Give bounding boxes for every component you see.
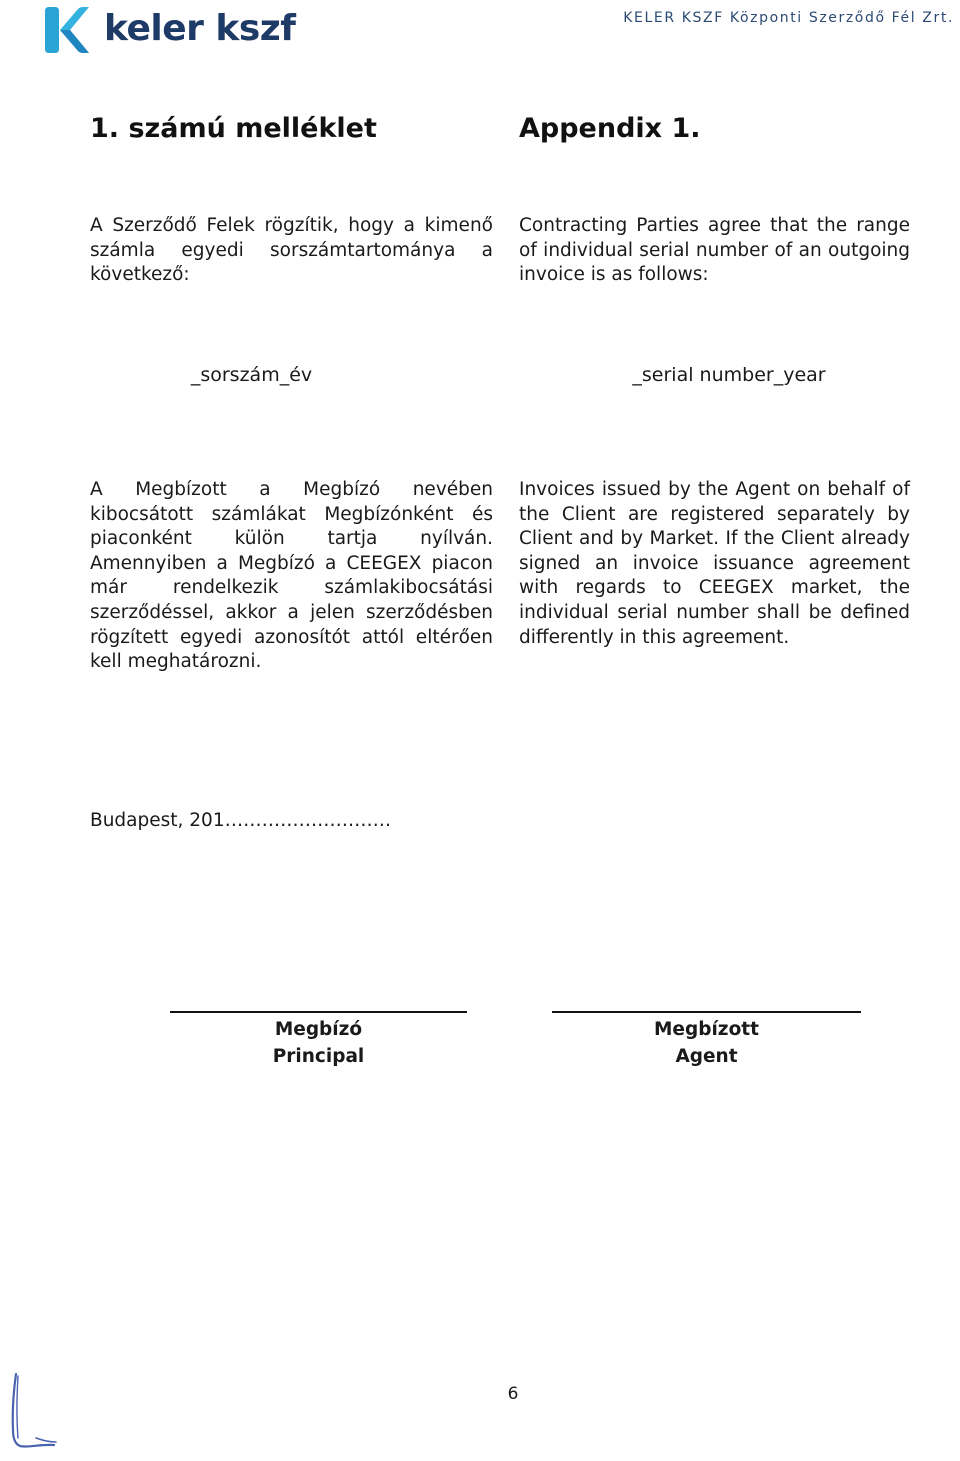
body-english: Invoices issued by the Agent on behalf of the Client are registered separately by Client and by Market. If the Client already signed an invoice issuance agreement with regards to CEEGEX market, the individual serial number shall be defined differently in this agreement. [519,479,910,648]
company-name: KELER KSZF Központi Szerződő Fél Zrt. [623,10,954,26]
company-logo [42,5,312,55]
body-hungarian: A Megbízott a Megbízó nevében kibocsátott számlákat Megbízónként és piaconként külön tartja nyílván. Amennyiben a Megbízó a CEEGEX piacon már rendelkezik számlakibocsátási szerződéssel, akkor a jelen szerződésben rögzített egyedi azonosítót attól eltérően kell meghatározni. [90,479,493,673]
intro-hungarian: A Szerződő Felek rögzítik, hogy a kimenő számla egyedi sorszámtartománya a következő: [90,215,493,286]
signature-label-hu: Megbízott [654,1019,759,1040]
heading-hungarian: 1. számú melléklet [90,113,377,144]
intro-english: Contracting Parties agree that the range of individual serial number of an outgoing invoice is as follows: [519,215,910,286]
signature-line-principal [170,1011,467,1013]
signature-label-hu: Megbízó [274,1019,363,1040]
handwritten-initials-icon [6,1368,66,1458]
heading-english: Appendix 1. [519,113,701,144]
signature-label-principal [170,1016,467,1070]
logo-text: keler kszf [104,8,296,49]
serial-field-hungarian: _sorszám_év [190,364,313,386]
serial-field-english: _serial number_year [632,364,826,386]
keler-k-logo-icon [42,5,92,55]
signature-line-agent [552,1011,861,1013]
signature-label-en: Agent [675,1046,738,1067]
signature-label-agent [552,1016,861,1070]
signature-label-en: Principal [272,1046,365,1067]
place-date: Budapest, 201……………………… [90,810,392,831]
page-number: 6 [507,1384,519,1404]
